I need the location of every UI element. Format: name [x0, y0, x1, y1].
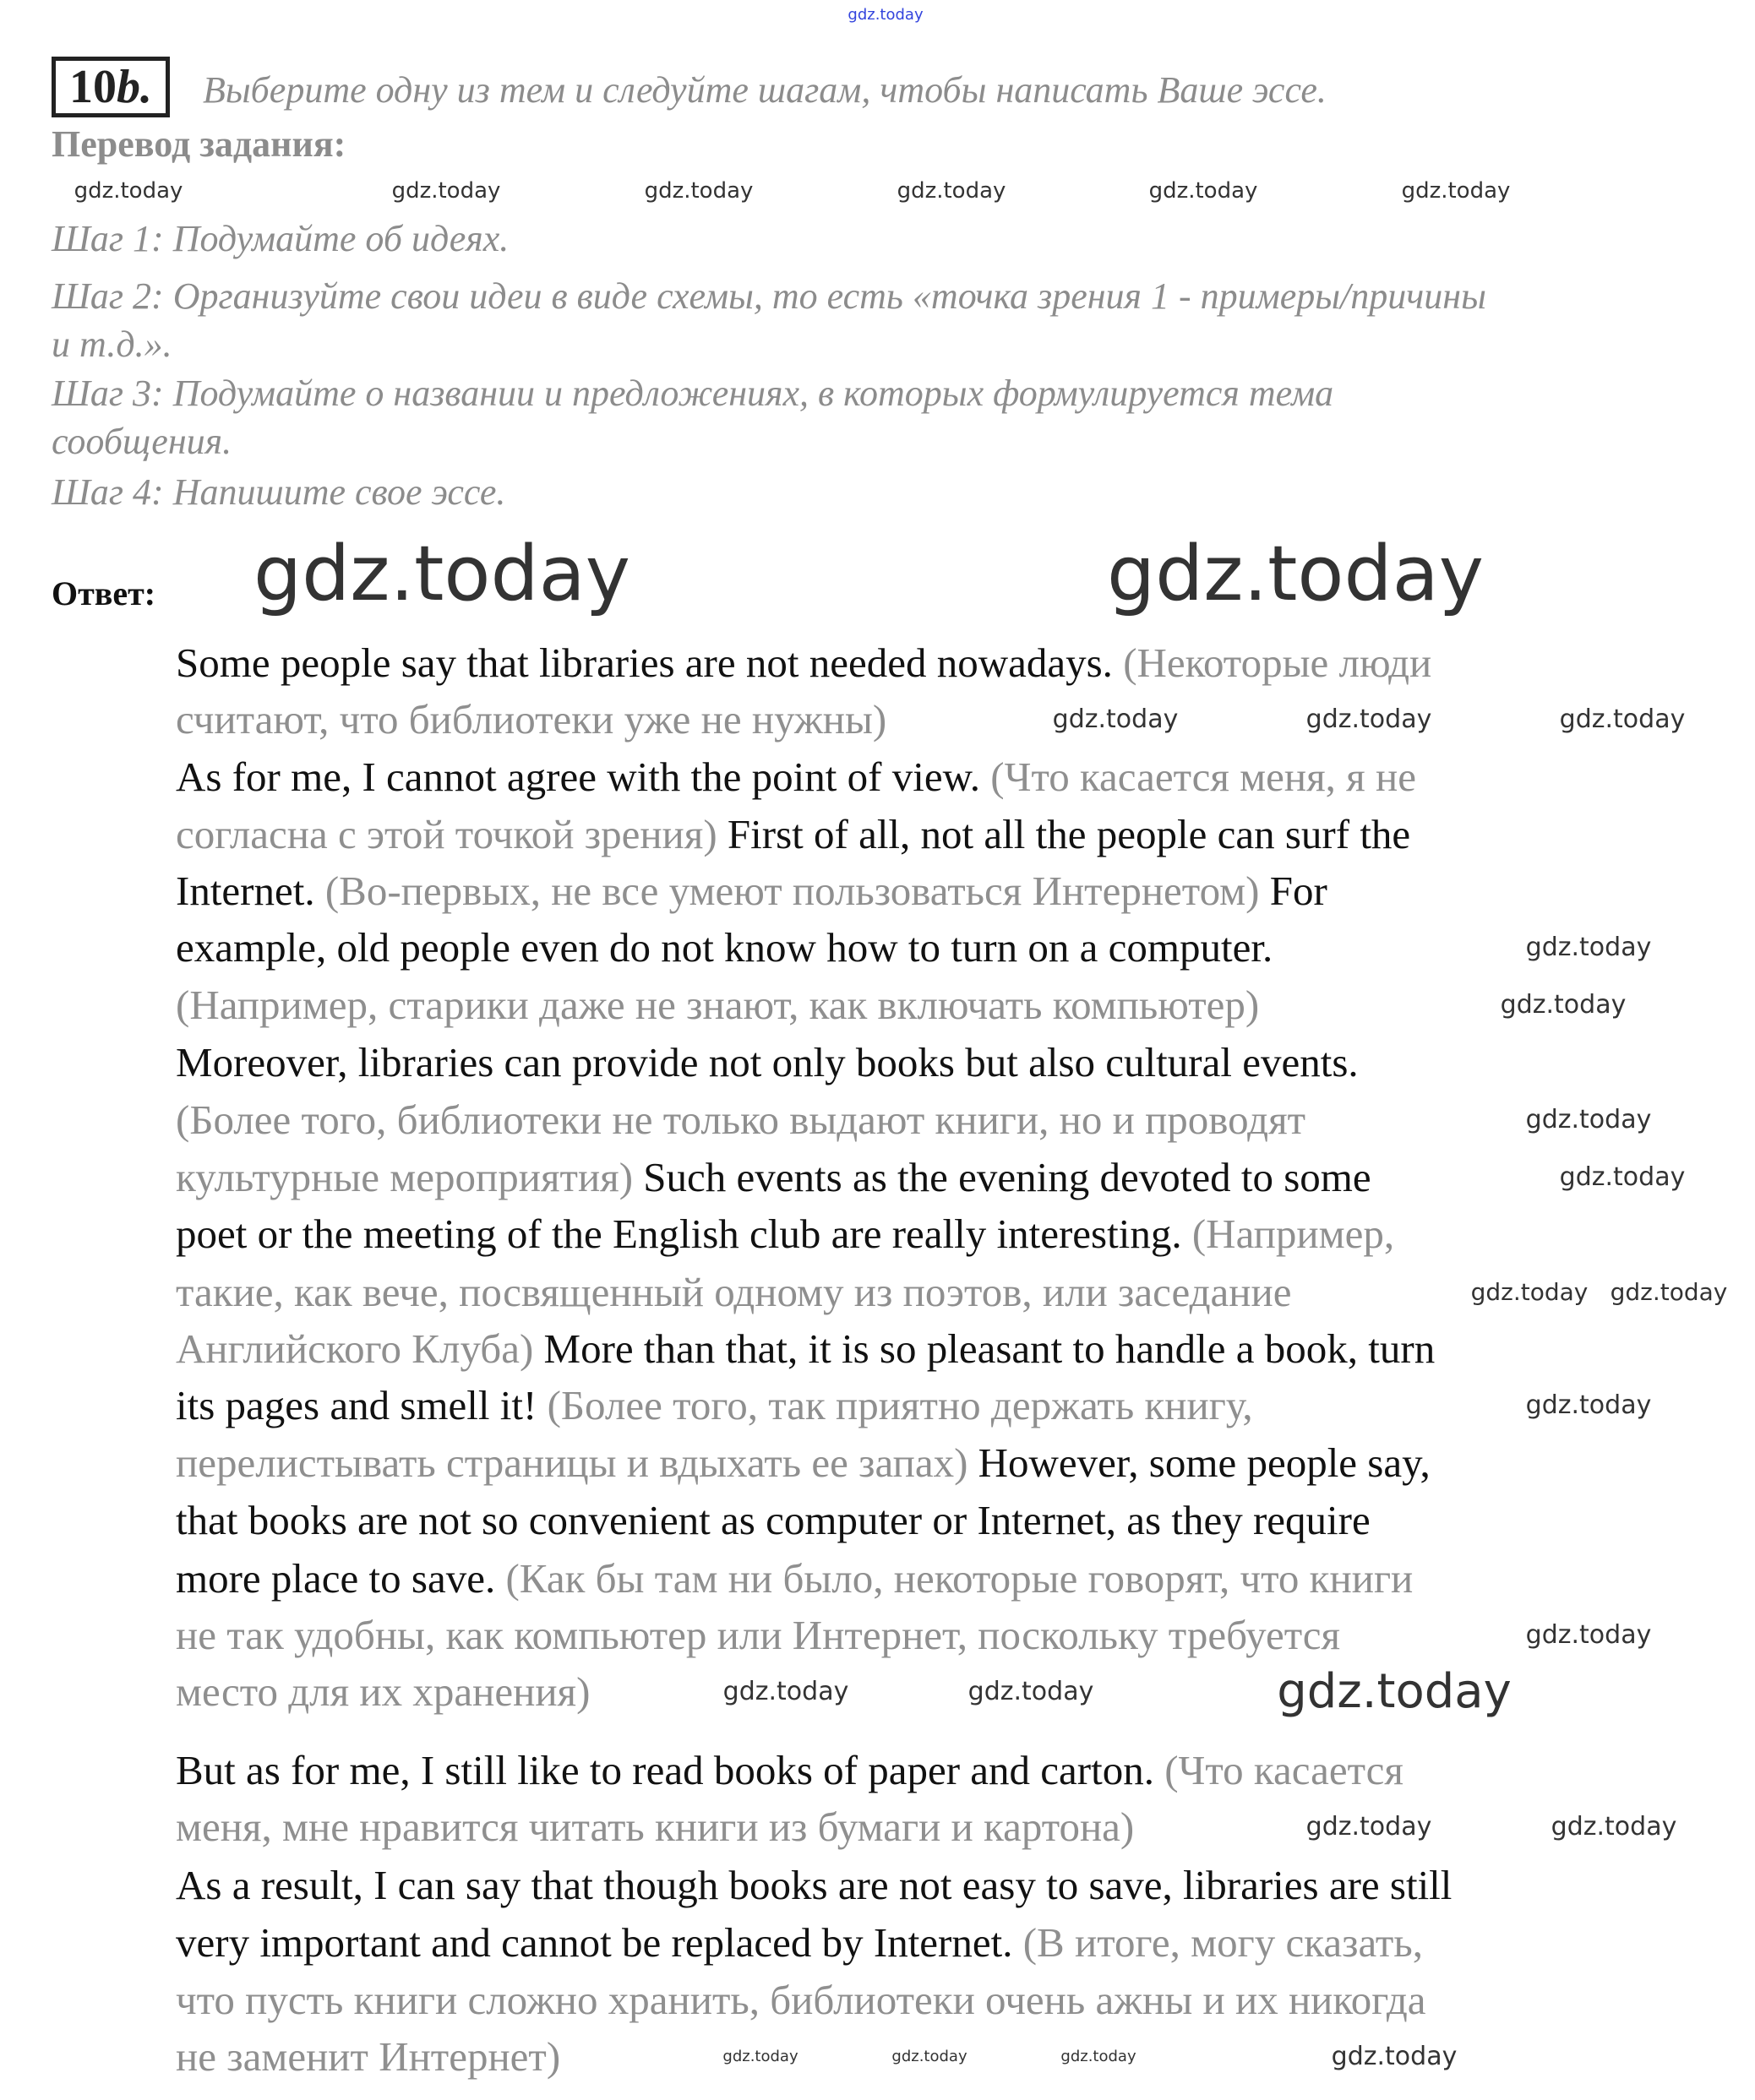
step-1: Шаг 1: Подумайте об идеях.: [52, 218, 510, 259]
answer-line: [176, 1267, 1291, 1318]
task-letter: b.: [117, 61, 152, 113]
russian-translation: такие, как вече, посвященный одному из поэтов, или заседание: [176, 1269, 1292, 1315]
answer-line: [176, 866, 1327, 917]
answer-line: [176, 1209, 1394, 1259]
answer-label: Ответ:: [52, 574, 156, 612]
russian-translation: не так удобны, как компьютер или Интернет, поскольку требуется: [176, 1612, 1341, 1658]
russian-translation: что пусть книги сложно хранить, библиотеки очень ажны и их никогда: [176, 1977, 1426, 2023]
answer-line: [176, 1667, 590, 1717]
watermark: gdz.today: [391, 178, 501, 204]
answer-line: [176, 1380, 1253, 1431]
watermark: gdz.today: [967, 1677, 1094, 1706]
answer-line: [176, 809, 1410, 860]
english-text: Internet.: [176, 868, 315, 914]
english-text: As a result, I can say that though books are not easy to save, libraries are still: [176, 1862, 1453, 1908]
english-text: However, some people say,: [967, 1439, 1431, 1486]
russian-translation: (Например, старики даже не знают, как включать компьютер): [176, 982, 1260, 1028]
russian-translation: не заменит Интернет): [176, 2033, 561, 2080]
russian-translation: (Более того, библиотеки не только выдают книги, но и проводят: [176, 1096, 1306, 1143]
english-text: More than that, it is so pleasant to handle a book, turn: [533, 1325, 1436, 1372]
answer-line: [176, 1037, 1359, 1088]
answer-line: [176, 1975, 1426, 2026]
watermark: gdz.today: [1052, 705, 1179, 734]
watermark: gdz.today: [891, 2048, 967, 2065]
step-3-cont: сообщения.: [52, 421, 232, 462]
translation-header: Перевод задания:: [52, 123, 346, 165]
answer-line: [176, 1610, 1340, 1661]
watermark: gdz.today: [1525, 933, 1652, 962]
english-text: Such events as the evening devoted to some: [633, 1154, 1371, 1200]
watermark: gdz.today: [1060, 2048, 1136, 2065]
english-text: more place to save.: [176, 1555, 496, 1602]
answer-line: [176, 2032, 560, 2082]
russian-translation: (Некоторые люди: [1112, 639, 1432, 686]
answer-line: [176, 1802, 1134, 1852]
watermark: gdz.today: [253, 530, 631, 618]
english-text: Moreover, libraries can provide not only books but also cultural events.: [176, 1039, 1359, 1085]
russian-translation: (Как бы там ни было, некоторые говорят, что книги: [495, 1555, 1414, 1602]
english-text: example, old people even do not know how to turn on a computer.: [176, 924, 1273, 971]
watermark: gdz.today: [722, 1677, 849, 1706]
answer-line: [176, 752, 1416, 802]
watermark: gdz.today: [1401, 178, 1511, 204]
answer-line: [176, 1918, 1423, 1968]
watermark: gdz.today: [1470, 1278, 1589, 1306]
russian-translation: меня, мне нравится читать книги из бумаги и картона): [176, 1803, 1135, 1850]
watermark: gdz.today: [1525, 1390, 1652, 1420]
russian-translation: (Что касается: [1153, 1747, 1403, 1793]
task-instruction: Выберите одну из тем и следуйте шагам, чтобы написать Ваше эссе.: [203, 69, 1327, 111]
russian-translation: место для их хранения): [176, 1668, 591, 1715]
english-text: But as for me, I still like to read books of paper and carton.: [176, 1747, 1154, 1793]
watermark: gdz.today: [1331, 2042, 1458, 2071]
russian-translation: перелистывать страницы и вдыхать ее запах): [176, 1439, 968, 1486]
watermark: gdz.today: [1559, 1162, 1686, 1192]
answer-line: [176, 1324, 1435, 1374]
watermark: gdz.today: [1551, 1812, 1677, 1842]
watermark: gdz.today: [1148, 178, 1258, 204]
answer-line: [176, 980, 1259, 1031]
watermark: gdz.today: [1525, 1620, 1652, 1650]
answer-line: [176, 694, 886, 745]
answer-line: [176, 1745, 1403, 1796]
russian-translation: (Более того, так приятно держать книгу,: [537, 1382, 1253, 1428]
russian-translation: (Что касается меня, я не: [980, 753, 1416, 800]
russian-translation: Английского Клуба): [176, 1325, 534, 1372]
answer-line: [176, 922, 1273, 973]
step-2: Шаг 2: Организуйте свои идеи в виде схемы, то есть «точка зрения 1 - примеры/причины: [52, 275, 1486, 317]
watermark: gdz.today: [1106, 530, 1485, 618]
step-3: Шаг 3: Подумайте о названии и предложениях, в которых формулируется тема: [52, 373, 1334, 414]
watermark: gdz.today: [1305, 1812, 1432, 1842]
russian-translation: (В итоге, могу сказать,: [1012, 1919, 1423, 1966]
watermark: gdz.today: [1277, 1664, 1512, 1719]
english-text: As for me, I cannot agree with the point of view.: [176, 753, 981, 800]
russian-translation: согласна с этой точкой зрения): [176, 811, 717, 857]
english-text: that books are not so convenient as computer or Internet, as they require: [176, 1497, 1371, 1543]
watermark: gdz.today: [1525, 1105, 1652, 1134]
answer-line: [176, 1495, 1371, 1546]
watermark: gdz.today: [644, 178, 754, 204]
answer-line: [176, 1152, 1371, 1203]
russian-translation: считают, что библиотеки уже не нужны): [176, 696, 887, 743]
watermark: gdz.today: [1500, 990, 1627, 1020]
step-2-cont: и т.д.».: [52, 324, 172, 365]
task-number: 10: [69, 61, 117, 113]
english-text: For: [1259, 868, 1327, 914]
answer-line: [176, 1860, 1452, 1911]
english-text: very important and cannot be replaced by Internet.: [176, 1919, 1013, 1966]
russian-translation: (Во-первых, не все умеют пользоваться Интернетом): [314, 868, 1260, 914]
watermark: gdz.today: [74, 178, 183, 204]
english-text: its pages and smell it!: [176, 1382, 537, 1428]
watermark: gdz.today: [848, 6, 924, 24]
answer-line: [176, 638, 1431, 688]
english-text: poet or the meeting of the English club are really interesting.: [176, 1210, 1182, 1257]
answer-line: [176, 1095, 1305, 1145]
task-number-badge: [52, 57, 170, 117]
step-4: Шаг 4: Напишите свое эссе.: [52, 471, 506, 513]
russian-translation: (Например,: [1181, 1210, 1395, 1257]
watermark: gdz.today: [1610, 1278, 1728, 1306]
watermark: gdz.today: [1559, 705, 1686, 734]
english-text: Some people say that libraries are not needed nowadays.: [176, 639, 1113, 686]
russian-translation: культурные мероприятия): [176, 1154, 634, 1200]
watermark: gdz.today: [722, 2048, 798, 2065]
answer-line: [176, 1438, 1431, 1488]
watermark: gdz.today: [1305, 705, 1432, 734]
answer-line: [176, 1553, 1413, 1604]
english-text: First of all, not all the people can surf the: [717, 811, 1411, 857]
watermark: gdz.today: [897, 178, 1006, 204]
